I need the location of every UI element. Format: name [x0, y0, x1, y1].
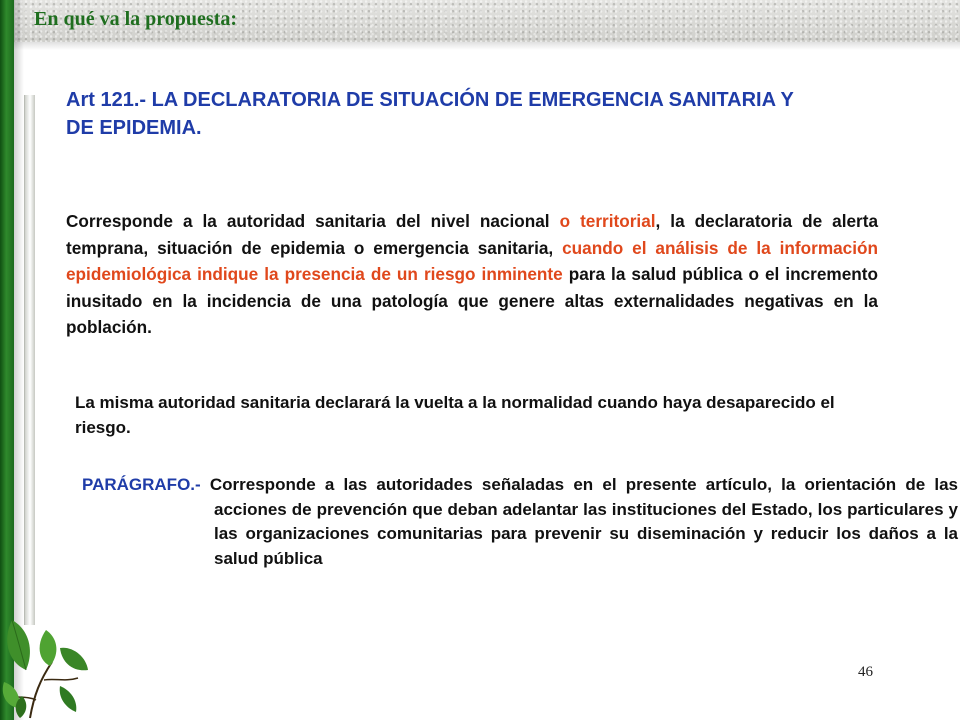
article-paragraph-1 — [66, 208, 878, 341]
paragraph-1-text-b: , la declaratoria de alerta temprana, situación de epidemia o emergencia sanitaria, — [66, 211, 879, 258]
paragraph-1-text-a: Corresponde a la autoridad sanitaria del nivel nacional — [66, 211, 560, 231]
paragraph-1-highlight-a: o territorial — [559, 211, 656, 231]
article-paragraph-2: La misma autoridad sanitaria declarará la vuelta a la normalidad cuando haya desaparecido el riesgo. — [75, 393, 835, 437]
banner-shadow — [0, 42, 960, 50]
page-number: 46 — [858, 664, 873, 680]
article-heading: Art 121.- LA DECLARATORIA DE SITUACIÓN DE EMERGENCIA SANITARIA Y DE EPIDEMIA. — [66, 89, 794, 139]
slide-title: En qué va la propuesta: — [34, 8, 238, 30]
paragrafo-label: PARÁGRAFO.- — [82, 475, 201, 494]
paragrafo-block — [82, 473, 958, 571]
inner-vertical-bar — [24, 95, 35, 625]
paragraph-1-highlight-b: cuando el análisis de la información epidemiológica indique la presencia de un riesgo inminente — [66, 237, 878, 284]
leaves-icon — [0, 600, 90, 720]
paragraph-1-text-c: para la salud pública o el incremento inusitado en la incidencia de una patología que genere altas externalidades negativas en la población. — [66, 264, 878, 337]
paragrafo-text: Corresponde a las autoridades señaladas en el presente artículo, la orientación de las acciones de prevención que deban adelantar las instituciones del Estado, los particulares y las organizaciones comunitarias para prevenir su diseminación y reducir los daños a la salud pública — [200, 475, 958, 568]
